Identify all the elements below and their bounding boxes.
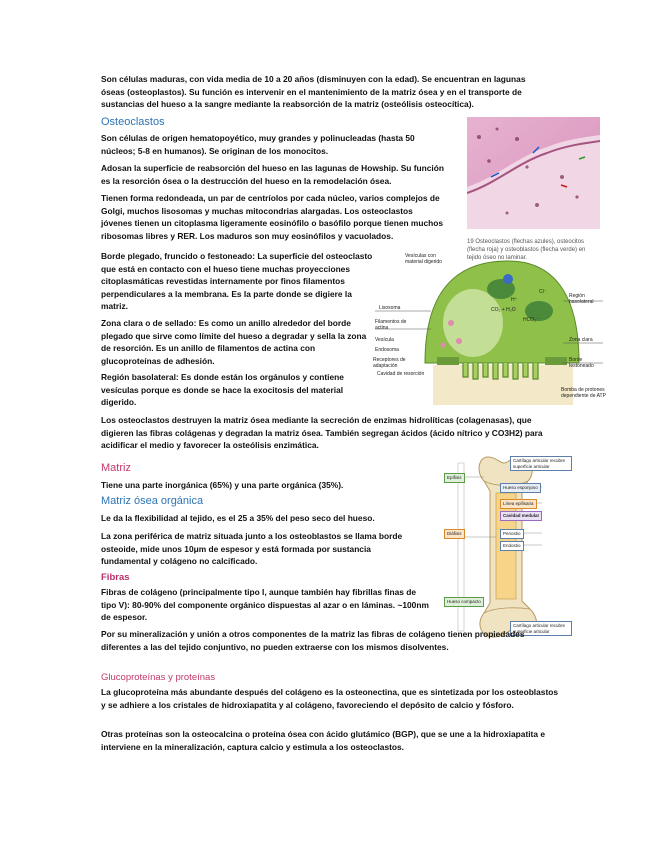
lbl-lysosome: Lisosoma <box>379 305 401 311</box>
bone-label-epiphysis: Epífisis <box>444 473 465 483</box>
osteoclastos-p5: Zona clara o de sellado: Es como un anillo alrededor del borde plegado que sirve como límite del hueso a degradar y sella la zona de resorción. Es un anillo de filamentos de actina con glucoproteínas de adhesión. <box>101 318 367 366</box>
osteoclastos-p4: Borde plegado, fruncido o festoneado: La superficie del osteoclasto que está en contacto con el hueso tiene muchas proyecciones citoplasmáticas revestidas internamente por finos filamentos perpendiculares a la membrana. Es la parte donde se digiere la matriz. <box>101 251 373 312</box>
lbl-coated: Receptores de adaptación <box>373 357 406 369</box>
lbl-h: H⁺ <box>511 297 518 303</box>
bone-label-spongy: Hueso esponjoso <box>500 483 541 493</box>
lbl-ruffled: Borde festoneado <box>569 357 594 369</box>
gluco-p2: Otras proteínas son la osteocalcina o proteína ósea con ácido glutámico (BGP), que se une a la hidroxiapatita e interviene en la mineralización, captura calcio y estimula a los osteoclastos. <box>101 729 545 752</box>
osteoclastos-p2: Adosan la superficie de reabsorción del hueso en las lagunas de Howship. Su función es la resorción ósea o la destrucción del hueso en la remodelación ósea. <box>101 163 444 186</box>
bone-label-periosteum: Periostio <box>500 529 524 539</box>
matriz-p2: Le da la flexibilidad al tejido, es el 25 a 35% del peso seco del hueso. <box>101 513 375 523</box>
lbl-bone: Cavidad de resorción <box>377 371 425 377</box>
lbl-vesicle: Vesícula <box>375 337 394 343</box>
histology-micrograph <box>467 117 600 229</box>
matriz-organica-heading: Matriz ósea orgánica <box>101 495 204 507</box>
fibras-heading: Fibras <box>101 572 130 583</box>
bone-label-top: Cartílago articular recubre superficie articular <box>510 456 572 471</box>
osteoclastos-p6: Región basolateral: Es donde están los orgánulos y contiene vesículas porque es donde se hace la exocitosis del material digerido. <box>101 372 344 408</box>
fibras-p1: Fibras de colágeno (principalmente tipo I, aunque también hay fibrillas finas de tipo V): 80-90% del componente orgánico dispuestas al azar o en láminas. ~100nm de espesor. <box>101 587 429 623</box>
osteoclastos-p1: Son células de origen hematopoyético, muy grandes y polinucleadas (hasta 50 núcleos; 5-8 en humanos). Se originan de los monocitos. <box>101 133 415 156</box>
bone-label-marrow: Cavidad medular <box>500 511 542 521</box>
matriz-p3: La zona periférica de matriz situada junto a los osteoblastos se llama borde osteoide, mide unos 10μm de espesor y está formada por sustancia fundamental y colágeno no calcificado. <box>101 531 403 567</box>
lbl-basolateral: Región basolateral <box>569 293 594 305</box>
gluco-p1: La glucoproteína más abundante después del colágeno es la osteonectina, que es sintetizada por los osteoblastos y se adhiere a los cristales de hidroxiapatita y al colágeno, favoreciendo el depósito de calcio y fósforo. <box>101 687 559 710</box>
lbl-actin: Filamentos de actina <box>375 319 407 331</box>
bone-label-diaphysis: Diáfisis <box>444 529 465 539</box>
lbl-clear: Zona clara <box>569 337 593 343</box>
lbl-pump: Bomba de protones dependiente de ATP <box>561 387 606 399</box>
lbl-endosome: Endosoma <box>375 347 399 353</box>
long-bone-diagram <box>438 453 572 641</box>
osteoclastos-p3: Tienen forma redondeada, un par de centríolos por cada núcleo, varios complejos de Golgi, muchos lisosomas y muchas mitocondrias alargadas. Los osteoclastos jóvenes tienen un citoplasma ligeramente eosinófilo o basófilo porque tienen muchos ribosomas libres y RER. Los maduros son muy eosinófilos y vacuolados. <box>101 193 444 241</box>
bone-label-growth: Línea epifisaria <box>500 499 537 509</box>
matriz-p1: Tiene una parte inorgánica (65%) y una parte orgánica (35%). <box>101 480 344 490</box>
osteoclast-diagram <box>373 253 607 409</box>
matriz-heading: Matriz <box>101 462 131 474</box>
fibras-p2: Por su mineralización y unión a otros componentes de la matriz las fibras de colágeno tienen propiedades diferentes a las del tejido conjuntivo, no pueden extraerse con los mismos disolventes. <box>101 629 525 652</box>
bone-label-bottom: Cartílago articular recubre superficie articular <box>510 621 572 636</box>
bone-label-compact: Hueso compacto <box>444 597 484 607</box>
lbl-cl: Cl⁻ <box>539 289 547 295</box>
histology-caption: 19 Osteoclastos (flechas azules), osteocitos (flecha roja) y osteoblastos (flecha verde) en tejido óseo no laminar. <box>467 239 586 261</box>
osteoclastos-heading: Osteoclastos <box>101 116 165 128</box>
lbl-reaction: CO₂ + H₂O <box>491 307 516 313</box>
osteoclastos-p7: Los osteoclastos destruyen la matriz ósea mediante la secreción de enzimas hidrolíticas (colagenasas), que digieren las fibras colágenas y degradan la matriz ósea. También segregan ácidos (ácido nítrico y CO3H2) para acidificar el medio y favorecer la osteólisis enzimática. <box>101 415 543 451</box>
lbl-hco3: HCO₃⁻ <box>523 317 539 323</box>
gluco-heading: Glucoproteínas y proteínas <box>101 672 216 683</box>
lbl-vesicles: Vesículas con material digerido <box>405 253 442 265</box>
intro-paragraph: Son células maduras, con vida media de 10 a 20 años (disminuyen con la edad). Se encuentran en lagunas óseas (osteoplastos). Su función es intervenir en el mantenimiento de la matriz ósea y en el transporte de sustancias del hueso a la sangre mediante la reabsorción de la matriz (osteólisis osteocítica). <box>101 74 526 110</box>
bone-label-endosteum: Endostio <box>500 541 524 551</box>
